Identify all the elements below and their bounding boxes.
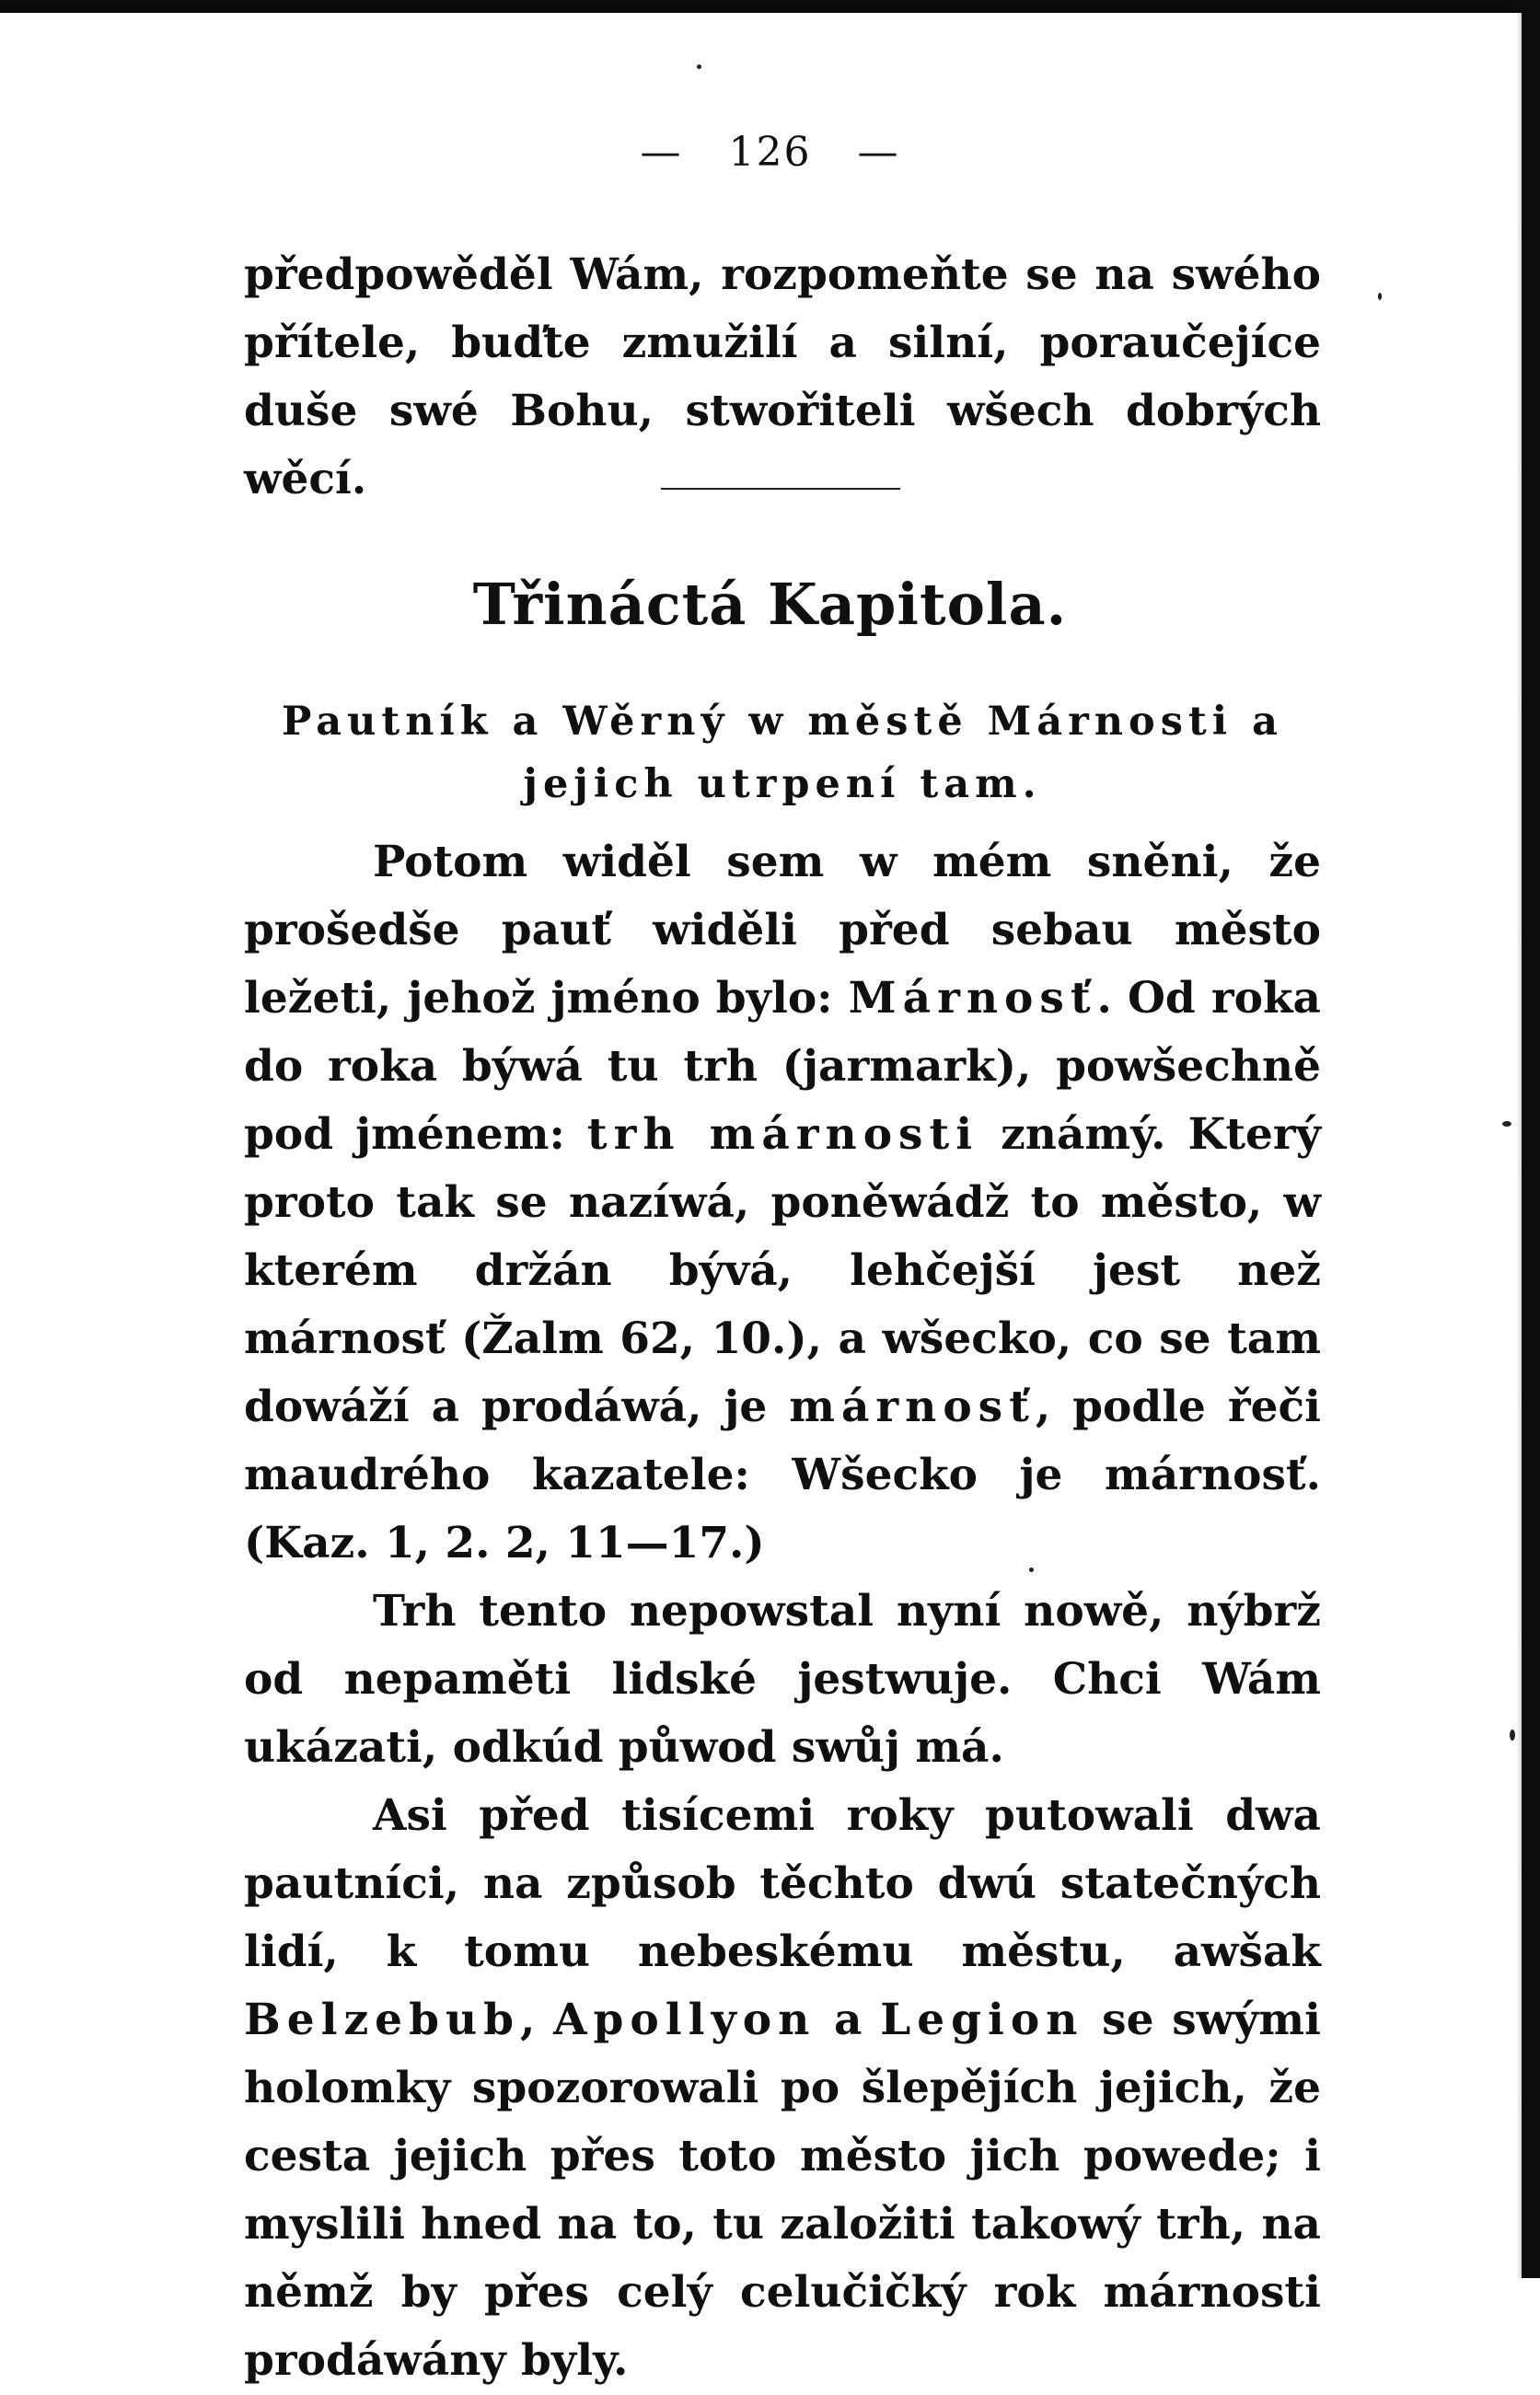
scan-speck	[1378, 293, 1382, 300]
emphasized-text-run: Márnosť	[848, 973, 1097, 1024]
chapter-body	[244, 828, 1321, 2395]
page-number-dash-left: —	[640, 129, 683, 176]
text-run: Asi před tisícemi roky putowali dwa pautníci, na způsob těchto dwú statečných lidí, k tomu nebeskému městu, awšak	[244, 1790, 1321, 1977]
intro-paragraph: předpowěděl Wám, rozpomeňte se na swého přítele, buďte zmužilí a silní, poraučejíce duše swé Bohu, stwořiteli wšech dobrých wěcí.	[244, 249, 1321, 504]
body-paragraph-3	[244, 1782, 1321, 2395]
scan-speck	[697, 64, 701, 69]
scan-speck	[1502, 1121, 1511, 1127]
emphasized-text-run: Legion	[880, 1995, 1084, 2045]
text-run: ,	[519, 1995, 554, 2045]
text-run: a	[816, 1995, 881, 2045]
text-run: Trh tento nepowstal nyní nowě, nýbrž od nepaměti lidské jestwuje. Chci Wám ukázati, odkúd půwod swůj má.	[244, 1586, 1321, 1773]
scan-speck	[1029, 1568, 1034, 1572]
body-paragraph-1	[244, 828, 1321, 1578]
emphasized-text-run: Belzebub	[244, 1995, 520, 2045]
text-run: Potom widěl sem w mém sněni, že prošedše pauť widěli před sebau město ležeti, jehož jméno bylo:	[244, 837, 1321, 1024]
body-paragraph-2	[244, 1578, 1321, 1782]
emphasized-text-run: trh márnosti	[586, 1109, 979, 1160]
emphasized-text-run: Apollyon	[553, 1995, 816, 2045]
chapter-summary: Pautník a Wěrný w městě Márnosti a jejich utrpení tam.	[282, 699, 1283, 807]
intro-paragraph-block	[244, 241, 1321, 514]
page-number	[0, 129, 1540, 176]
page-number-dash-right: —	[857, 129, 900, 176]
scan-speck	[1510, 1730, 1515, 1741]
text-run: , podle řeči maudrého kazatele: Wšecko je márnosť. (Kaz. 1, 2. 2, 11—17.)	[244, 1382, 1321, 1568]
chapter-title: Třináctá Kapitola.	[472, 571, 1068, 638]
text-run: se swými holomky spozorowali po šlepějích jejich, že cesta jejich přes toto město jich powede; i myslili hned na to, tu založiti takowý trh, na němž by přes celý celučičký rok márnosti prodáwány byly.	[244, 1995, 1322, 2386]
text-run: známý. Který proto tak se nazíwá, poněwádž to město, w kterém držán bývá, lehčejší jest než márnosť (Žalm 62, 10.), a wšecko, co se tam dowáží a prodáwá, je	[244, 1109, 1321, 1432]
emphasized-text-run: márnosť	[789, 1382, 1036, 1432]
page-number-value: 126	[728, 129, 812, 176]
section-divider	[661, 488, 900, 490]
text-run: . Od roka do roka býwá tu trh (jarmark), powšechně pod jménem:	[244, 973, 1322, 1160]
